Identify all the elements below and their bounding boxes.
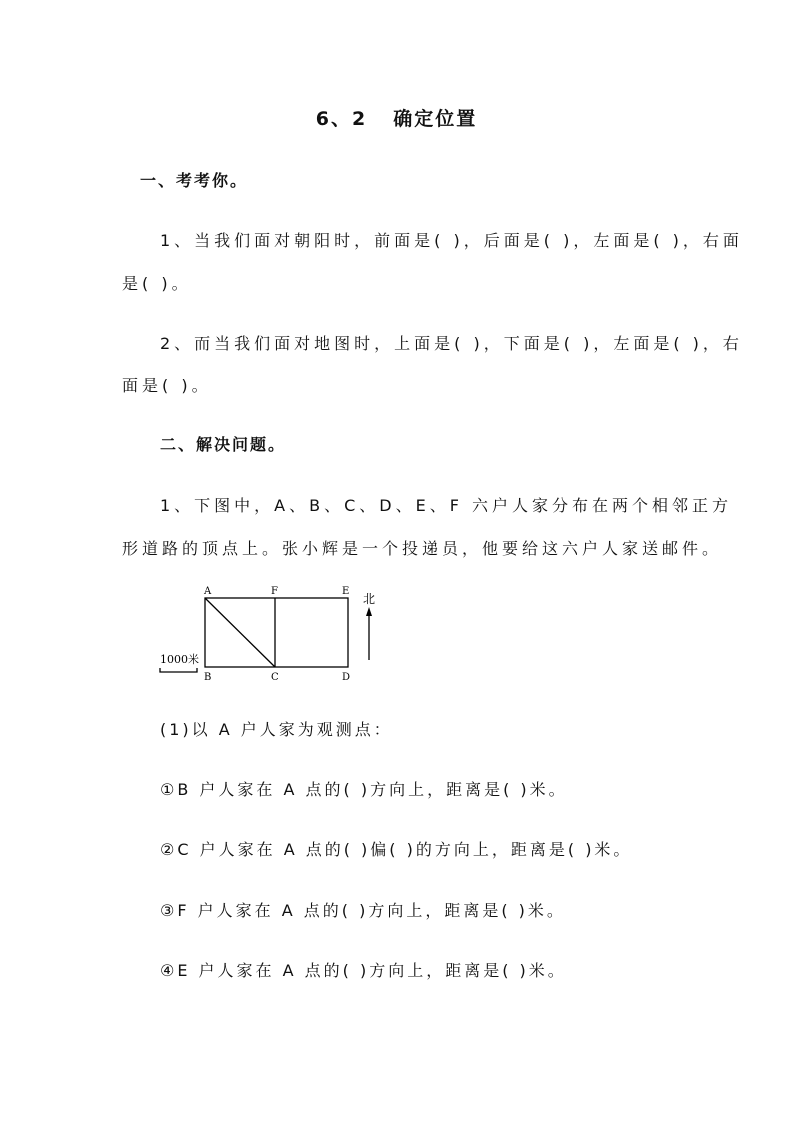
section2-heading: 二、解决问题。 [160,435,287,454]
point-B: B [204,672,212,683]
point-E: E [342,586,350,597]
problem1-line1: 1、下图中，A、B、C、D、E、F 六户人家分布在两个相邻正方 [160,496,732,515]
north-label: 北 [363,592,376,606]
north-arrow-icon [366,607,372,616]
sub1-intro: (1)以 A 户人家为观测点： [160,720,393,739]
point-D: D [342,672,351,683]
sub1-item-2: ②C 户人家在 A 点的( )偏( )的方向上，距离是( )米。 [160,840,633,859]
road-outline [205,598,348,667]
sub1-item-4: ④E 户人家在 A 点的( )方向上，距离是( )米。 [160,961,567,980]
section1-heading: 一、考考你。 [140,171,249,190]
scale-bar [160,668,197,672]
sub1-item-3: ③F 户人家在 A 点的( )方向上，距离是( )米。 [160,901,566,920]
point-F: F [271,586,278,597]
q1-line1: 1、当我们面对朝阳时，前面是( )，后面是( )，左面是( )，右面 [160,231,743,250]
title-number: 6、2 [315,108,368,130]
road-diagonal [205,598,275,667]
q1-line2: 是( )。 [122,274,192,293]
title-text: 确定位置 [393,108,478,130]
sub1-item-1: ①B 户人家在 A 点的( )方向上，距离是( )米。 [160,780,568,799]
q2-line1: 2、而当我们面对地图时，上面是( )，下面是( )，左面是( )，右 [160,334,743,353]
problem1-line2: 形道路的顶点上。张小辉是一个投递员，他要给这六户人家送邮件。 [122,539,723,558]
q2-line2: 面是( )。 [122,376,212,395]
point-A: A [204,586,212,597]
scale-label: 1000米 [160,653,199,666]
point-C: C [271,672,279,683]
